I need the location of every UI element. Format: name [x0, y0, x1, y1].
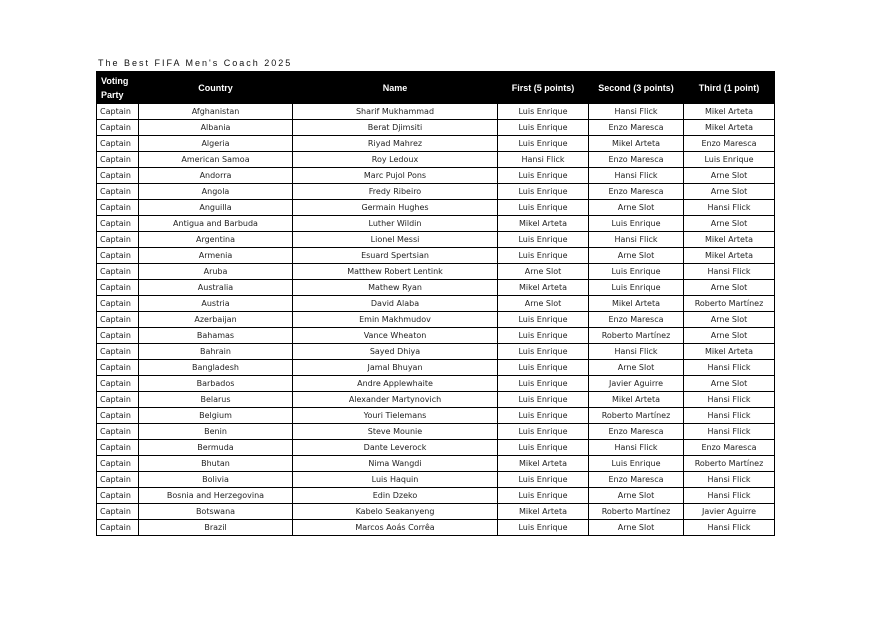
cell-voting-party: Captain [97, 248, 139, 264]
cell-country: Armenia [139, 248, 293, 264]
table-row [97, 200, 775, 216]
cell-second-choice: Luis Enrique [589, 264, 684, 280]
cell-third-choice: Arne Slot [684, 328, 775, 344]
cell-voting-party: Captain [97, 520, 139, 536]
cell-second-choice: Enzo Maresca [589, 152, 684, 168]
cell-country: Bhutan [139, 456, 293, 472]
cell-name: Marc Pujol Pons [293, 168, 498, 184]
cell-second-choice: Hansi Flick [589, 168, 684, 184]
cell-second-choice: Arne Slot [589, 360, 684, 376]
header-name: Name [293, 72, 498, 104]
cell-first-choice: Mikel Arteta [498, 216, 589, 232]
cell-first-choice: Luis Enrique [498, 360, 589, 376]
cell-voting-party: Captain [97, 312, 139, 328]
cell-country: Algeria [139, 136, 293, 152]
cell-country: Bahrain [139, 344, 293, 360]
table-row [97, 136, 775, 152]
cell-third-choice: Hansi Flick [684, 200, 775, 216]
cell-name: Marcos Aoás Corrêa [293, 520, 498, 536]
table-row [97, 184, 775, 200]
cell-first-choice: Luis Enrique [498, 104, 589, 120]
cell-voting-party: Captain [97, 168, 139, 184]
cell-third-choice: Enzo Maresca [684, 136, 775, 152]
table-row [97, 456, 775, 472]
table-row [97, 328, 775, 344]
cell-third-choice: Luis Enrique [684, 152, 775, 168]
table-row [97, 488, 775, 504]
cell-third-choice: Arne Slot [684, 184, 775, 200]
cell-second-choice: Roberto Martínez [589, 408, 684, 424]
header-country: Country [139, 72, 293, 104]
cell-first-choice: Luis Enrique [498, 184, 589, 200]
cell-third-choice: Hansi Flick [684, 392, 775, 408]
header-second: Second (3 points) [589, 72, 684, 104]
table-header [97, 72, 775, 104]
table-row [97, 296, 775, 312]
cell-third-choice: Arne Slot [684, 280, 775, 296]
cell-country: Belarus [139, 392, 293, 408]
cell-name: Alexander Martynovich [293, 392, 498, 408]
cell-name: Nima Wangdi [293, 456, 498, 472]
cell-voting-party: Captain [97, 344, 139, 360]
cell-second-choice: Hansi Flick [589, 344, 684, 360]
cell-country: Botswana [139, 504, 293, 520]
cell-country: Brazil [139, 520, 293, 536]
cell-first-choice: Luis Enrique [498, 520, 589, 536]
cell-first-choice: Luis Enrique [498, 328, 589, 344]
cell-country: Bahamas [139, 328, 293, 344]
cell-second-choice: Luis Enrique [589, 456, 684, 472]
cell-voting-party: Captain [97, 504, 139, 520]
cell-country: Belgium [139, 408, 293, 424]
cell-country: Benin [139, 424, 293, 440]
cell-name: Youri Tielemans [293, 408, 498, 424]
cell-name: Mathew Ryan [293, 280, 498, 296]
cell-country: Antigua and Barbuda [139, 216, 293, 232]
cell-second-choice: Roberto Martínez [589, 328, 684, 344]
table-row [97, 472, 775, 488]
table-row [97, 424, 775, 440]
cell-voting-party: Captain [97, 280, 139, 296]
cell-country: Bolivia [139, 472, 293, 488]
cell-name: Jamal Bhuyan [293, 360, 498, 376]
cell-second-choice: Luis Enrique [589, 216, 684, 232]
cell-voting-party: Captain [97, 360, 139, 376]
cell-first-choice: Luis Enrique [498, 200, 589, 216]
table-row [97, 312, 775, 328]
table-row [97, 248, 775, 264]
cell-country: Albania [139, 120, 293, 136]
cell-third-choice: Hansi Flick [684, 488, 775, 504]
cell-third-choice: Arne Slot [684, 376, 775, 392]
cell-first-choice: Luis Enrique [498, 424, 589, 440]
votes-table [96, 71, 775, 536]
cell-first-choice: Mikel Arteta [498, 504, 589, 520]
header-voting-party: Voting Party [97, 72, 139, 104]
table-row [97, 168, 775, 184]
cell-name: Roy Ledoux [293, 152, 498, 168]
cell-name: Luther Wildin [293, 216, 498, 232]
cell-first-choice: Luis Enrique [498, 344, 589, 360]
cell-third-choice: Mikel Arteta [684, 104, 775, 120]
cell-country: Angola [139, 184, 293, 200]
cell-third-choice: Hansi Flick [684, 264, 775, 280]
cell-voting-party: Captain [97, 328, 139, 344]
cell-voting-party: Captain [97, 232, 139, 248]
cell-first-choice: Luis Enrique [498, 408, 589, 424]
cell-country: Austria [139, 296, 293, 312]
table-row [97, 280, 775, 296]
cell-first-choice: Luis Enrique [498, 376, 589, 392]
cell-voting-party: Captain [97, 424, 139, 440]
cell-voting-party: Captain [97, 200, 139, 216]
cell-country: Argentina [139, 232, 293, 248]
table-row [97, 520, 775, 536]
cell-name: Edin Dzeko [293, 488, 498, 504]
header-third: Third (1 point) [684, 72, 775, 104]
header-row [97, 72, 775, 104]
cell-third-choice: Arne Slot [684, 168, 775, 184]
cell-first-choice: Luis Enrique [498, 472, 589, 488]
cell-third-choice: Mikel Arteta [684, 232, 775, 248]
cell-voting-party: Captain [97, 392, 139, 408]
cell-third-choice: Mikel Arteta [684, 344, 775, 360]
cell-second-choice: Hansi Flick [589, 440, 684, 456]
header-first: First (5 points) [498, 72, 589, 104]
cell-name: Fredy Ribeiro [293, 184, 498, 200]
cell-name: Steve Mounie [293, 424, 498, 440]
cell-second-choice: Enzo Maresca [589, 120, 684, 136]
cell-country: Bosnia and Herzegovina [139, 488, 293, 504]
cell-second-choice: Javier Aguirre [589, 376, 684, 392]
cell-second-choice: Enzo Maresca [589, 472, 684, 488]
cell-first-choice: Luis Enrique [498, 120, 589, 136]
cell-voting-party: Captain [97, 120, 139, 136]
table-row [97, 360, 775, 376]
cell-voting-party: Captain [97, 472, 139, 488]
cell-second-choice: Arne Slot [589, 488, 684, 504]
cell-name: Matthew Robert Lentink [293, 264, 498, 280]
cell-first-choice: Mikel Arteta [498, 456, 589, 472]
cell-second-choice: Luis Enrique [589, 280, 684, 296]
table-row [97, 408, 775, 424]
cell-country: Bangladesh [139, 360, 293, 376]
cell-name: Lionel Messi [293, 232, 498, 248]
cell-third-choice: Roberto Martínez [684, 456, 775, 472]
cell-second-choice: Hansi Flick [589, 232, 684, 248]
cell-name: Andre Applewhaite [293, 376, 498, 392]
cell-second-choice: Mikel Arteta [589, 392, 684, 408]
cell-name: Germain Hughes [293, 200, 498, 216]
cell-second-choice: Mikel Arteta [589, 136, 684, 152]
cell-name: Sharif Mukhammad [293, 104, 498, 120]
cell-second-choice: Enzo Maresca [589, 184, 684, 200]
cell-second-choice: Enzo Maresca [589, 312, 684, 328]
cell-third-choice: Hansi Flick [684, 360, 775, 376]
cell-first-choice: Luis Enrique [498, 232, 589, 248]
table-row [97, 376, 775, 392]
cell-third-choice: Hansi Flick [684, 472, 775, 488]
cell-second-choice: Arne Slot [589, 520, 684, 536]
cell-country: Anguilla [139, 200, 293, 216]
cell-third-choice: Javier Aguirre [684, 504, 775, 520]
cell-voting-party: Captain [97, 440, 139, 456]
cell-country: Andorra [139, 168, 293, 184]
cell-voting-party: Captain [97, 136, 139, 152]
cell-name: Vance Wheaton [293, 328, 498, 344]
table-row [97, 232, 775, 248]
cell-voting-party: Captain [97, 296, 139, 312]
cell-voting-party: Captain [97, 408, 139, 424]
cell-first-choice: Luis Enrique [498, 248, 589, 264]
cell-name: Riyad Mahrez [293, 136, 498, 152]
table-row [97, 344, 775, 360]
cell-name: David Alaba [293, 296, 498, 312]
cell-name: Kabelo Seakanyeng [293, 504, 498, 520]
cell-first-choice: Luis Enrique [498, 392, 589, 408]
cell-second-choice: Arne Slot [589, 200, 684, 216]
cell-first-choice: Luis Enrique [498, 136, 589, 152]
cell-country: Afghanistan [139, 104, 293, 120]
cell-second-choice: Mikel Arteta [589, 296, 684, 312]
cell-name: Dante Leverock [293, 440, 498, 456]
document-title: The Best FIFA Men's Coach 2025 [98, 58, 293, 68]
cell-first-choice: Luis Enrique [498, 488, 589, 504]
cell-first-choice: Luis Enrique [498, 168, 589, 184]
table-row [97, 152, 775, 168]
cell-second-choice: Hansi Flick [589, 104, 684, 120]
cell-third-choice: Hansi Flick [684, 424, 775, 440]
cell-first-choice: Arne Slot [498, 264, 589, 280]
cell-second-choice: Roberto Martínez [589, 504, 684, 520]
cell-third-choice: Mikel Arteta [684, 248, 775, 264]
cell-country: Azerbaijan [139, 312, 293, 328]
cell-name: Esuard Spertsian [293, 248, 498, 264]
cell-name: Luis Haquin [293, 472, 498, 488]
cell-third-choice: Roberto Martínez [684, 296, 775, 312]
cell-second-choice: Enzo Maresca [589, 424, 684, 440]
table-row [97, 504, 775, 520]
table-row [97, 120, 775, 136]
table-body [97, 104, 775, 536]
cell-voting-party: Captain [97, 104, 139, 120]
cell-first-choice: Arne Slot [498, 296, 589, 312]
cell-voting-party: Captain [97, 264, 139, 280]
cell-first-choice: Mikel Arteta [498, 280, 589, 296]
cell-third-choice: Mikel Arteta [684, 120, 775, 136]
cell-voting-party: Captain [97, 456, 139, 472]
cell-first-choice: Hansi Flick [498, 152, 589, 168]
table-row [97, 104, 775, 120]
cell-country: Australia [139, 280, 293, 296]
cell-third-choice: Hansi Flick [684, 520, 775, 536]
cell-third-choice: Arne Slot [684, 312, 775, 328]
cell-voting-party: Captain [97, 216, 139, 232]
table-row [97, 440, 775, 456]
table-row [97, 392, 775, 408]
cell-name: Emin Makhmudov [293, 312, 498, 328]
cell-voting-party: Captain [97, 184, 139, 200]
cell-country: Bermuda [139, 440, 293, 456]
cell-name: Berat Djimsiti [293, 120, 498, 136]
cell-first-choice: Luis Enrique [498, 312, 589, 328]
table-row [97, 264, 775, 280]
cell-country: Aruba [139, 264, 293, 280]
cell-voting-party: Captain [97, 376, 139, 392]
cell-third-choice: Hansi Flick [684, 408, 775, 424]
cell-first-choice: Luis Enrique [498, 440, 589, 456]
cell-voting-party: Captain [97, 488, 139, 504]
table-row [97, 216, 775, 232]
cell-voting-party: Captain [97, 152, 139, 168]
cell-country: American Samoa [139, 152, 293, 168]
cell-third-choice: Arne Slot [684, 216, 775, 232]
cell-name: Sayed Dhiya [293, 344, 498, 360]
cell-second-choice: Arne Slot [589, 248, 684, 264]
cell-country: Barbados [139, 376, 293, 392]
cell-third-choice: Enzo Maresca [684, 440, 775, 456]
